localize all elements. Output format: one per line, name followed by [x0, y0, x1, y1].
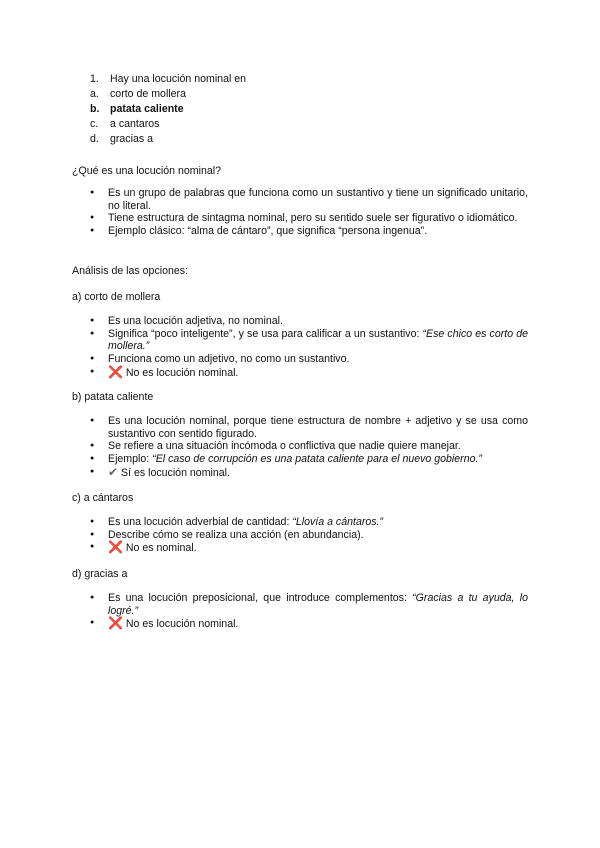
analysis-heading: Análisis de las opciones: — [72, 265, 189, 277]
question-stem — [90, 72, 246, 87]
list-item: ● Tiene estructura de sintagma nominal, pero su sentido suele ser figurativo o idiomático. — [90, 212, 528, 225]
verdict-item: ● ❌ No es locución nominal. — [90, 366, 528, 380]
list-marker: d. — [90, 133, 99, 145]
verdict-item: ● ❌ No es locución nominal. — [90, 617, 528, 631]
option-d: d. gracias a — [90, 133, 153, 145]
question-list — [90, 72, 246, 147]
option-c-analysis — [90, 516, 528, 555]
list-marker: 1. — [90, 73, 99, 85]
cross-mark-icon: ❌ — [108, 364, 123, 379]
list-item: ● Es una locución adjetiva, no nominal. — [90, 315, 528, 328]
option-a-heading: a) corto de mollera — [72, 291, 161, 303]
cross-mark-icon: ❌ — [108, 616, 123, 631]
example-quote: “Ese chico es corto de mollera.” — [108, 327, 528, 353]
option-d-analysis — [90, 592, 528, 631]
option-b-heading: b) patata caliente — [72, 391, 154, 403]
option-d-heading: d) gracias a — [72, 568, 128, 580]
list-marker: c. — [90, 118, 99, 130]
option-a: a. corto de mollera — [90, 88, 186, 100]
definition-list — [90, 187, 528, 238]
option-a-analysis — [90, 315, 528, 380]
list-item: ● Describe cómo se realiza una acción (en abundancia). — [90, 529, 528, 542]
question-text: Hay una locución nominal en — [110, 73, 247, 85]
list-item: ● Se refiere a una situación incómoda o conflictiva que nadie quiere manejar. — [90, 440, 528, 453]
verdict-item: ● ❌ No es nominal. — [90, 541, 528, 555]
example-quote: “Gracias a tu ayuda, lo logré.” — [108, 592, 528, 617]
list-item: ● Significa “poco inteligente”, y se usa para calificar a un sustantivo: “Ese chico es corto de mollera.” — [90, 328, 528, 353]
verdict-item: ● ✔ Sí es locución nominal. — [90, 466, 528, 480]
option-c-heading: c) a cántaros — [72, 492, 134, 504]
list-item: ● Es una locución adverbial de cantidad: “Llovía a cántaros.” — [90, 516, 528, 529]
option-b-analysis — [90, 415, 528, 480]
list-item: ● Es una locución preposicional, que introduce complementos: “Gracias a tu ayuda, lo logré.” — [90, 592, 528, 617]
example-quote: “El caso de corrupción es una patata caliente para el nuevo gobierno.” — [152, 453, 482, 466]
definition-heading: ¿Qué es una locución nominal? — [72, 165, 221, 177]
option-b: b. patata caliente — [90, 103, 184, 115]
list-marker: a. — [90, 88, 99, 100]
option-c: c. a cantaros — [90, 118, 160, 130]
list-item: ● Funciona como un adjetivo, no como un sustantivo. — [90, 353, 528, 366]
list-item: ● Ejemplo clásico: “alma de cántaro”, que significa “persona ingenua”. — [90, 225, 528, 238]
check-mark-icon: ✔ — [108, 464, 119, 479]
list-marker: b. — [90, 103, 100, 115]
example-quote: “Llovía a cántaros.” — [292, 516, 384, 528]
cross-mark-icon: ❌ — [108, 540, 123, 555]
list-item: ● Es una locución nominal, porque tiene estructura de nombre + adjetivo y se usa como sustantivo con sentido figurado. — [90, 415, 528, 440]
list-item: ● Es un grupo de palabras que funciona como un sustantivo y tiene un significado unitario, no literal. — [90, 187, 528, 212]
list-item: ● Ejemplo: “El caso de corrupción es una patata caliente para el nuevo gobierno.” — [90, 453, 528, 466]
